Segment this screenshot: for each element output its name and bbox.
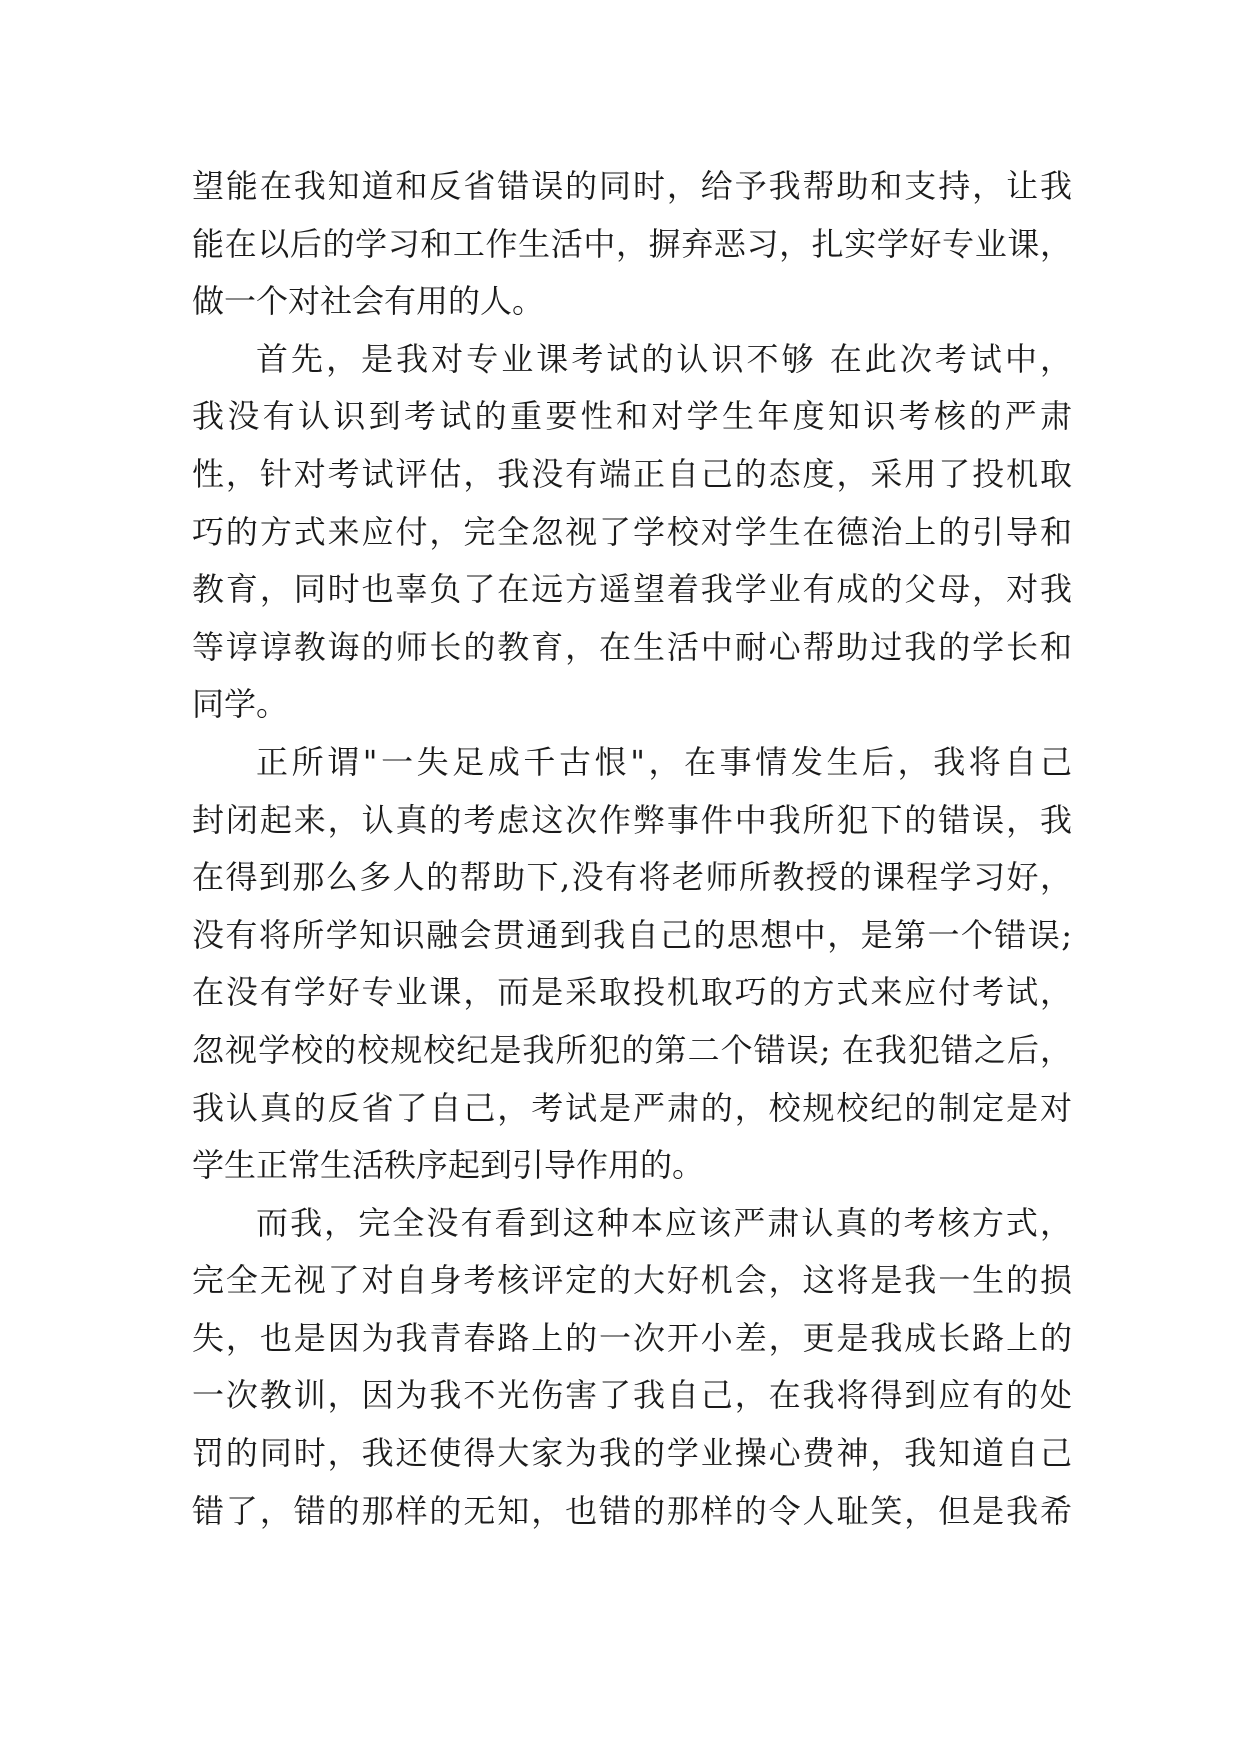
- text-line: 在得到那么多人的帮助下,没有将老师所教授的课程学习好，: [192, 858, 1072, 897]
- text-line: 失，也是因为我青春路上的一次开小差，更是我成长路上的: [192, 1318, 1072, 1357]
- text-line: 望能在我知道和反省错误的同时，给予我帮助和支持，让我: [192, 167, 1072, 205]
- text-line: 做一个对社会有用的人。: [192, 282, 545, 321]
- text-line: 一次教训，因为我不光伤害了我自己，在我将得到应有的处: [192, 1376, 1072, 1415]
- text-line: 首先，是我对专业课考试的认识不够 在此次考试中，: [256, 339, 1072, 378]
- text-line: 我认真的反省了自己，考试是严肃的，校规校纪的制定是对: [192, 1088, 1072, 1127]
- text-line: 同学。: [192, 685, 289, 724]
- text-line: 教育，同时也辜负了在远方遥望着我学业有成的父母，对我: [192, 570, 1072, 609]
- text-line: 罚的同时，我还使得大家为我的学业操心费神，我知道自己: [192, 1434, 1072, 1473]
- text-line: 能在以后的学习和工作生活中，摒弃恶习，扎实学好专业课，: [192, 224, 1072, 263]
- text-line: 错了，错的那样的无知，也错的那样的令人耻笑，但是我希: [192, 1491, 1072, 1530]
- text-line: 巧的方式来应付，完全忽视了学校对学生在德治上的引导和: [192, 512, 1072, 551]
- text-line: 我没有认识到考试的重要性和对学生年度知识考核的严肃: [192, 397, 1072, 436]
- text-line: 没有将所学知识融会贯通到我自己的思想中，是第一个错误;: [192, 915, 1072, 954]
- text-line: 忽视学校的校规校纪是我所犯的第二个错误; 在我犯错之后，: [192, 1030, 1072, 1069]
- text-line: 完全无视了对自身考核评定的大好机会，这将是我一生的损: [192, 1261, 1072, 1300]
- text-line: 在没有学好专业课，而是采取投机取巧的方式来应付考试，: [192, 973, 1072, 1012]
- text-line: 封闭起来，认真的考虑这次作弊事件中我所犯下的错误，我: [192, 800, 1072, 839]
- text-line: 学生正常生活秩序起到引导作用的。: [192, 1146, 705, 1185]
- text-line: 正所谓"一失足成千古恨"，在事情发生后，我将自己: [256, 742, 1072, 781]
- text-line: 而我，完全没有看到这种本应该严肃认真的考核方式，: [256, 1203, 1072, 1242]
- text-line: 等谆谆教诲的师长的教育，在生活中耐心帮助过我的学长和: [192, 627, 1072, 666]
- text-line: 性，针对考试评估，我没有端正自己的态度，采用了投机取: [192, 454, 1072, 493]
- document-body-text: [192, 158, 1072, 1540]
